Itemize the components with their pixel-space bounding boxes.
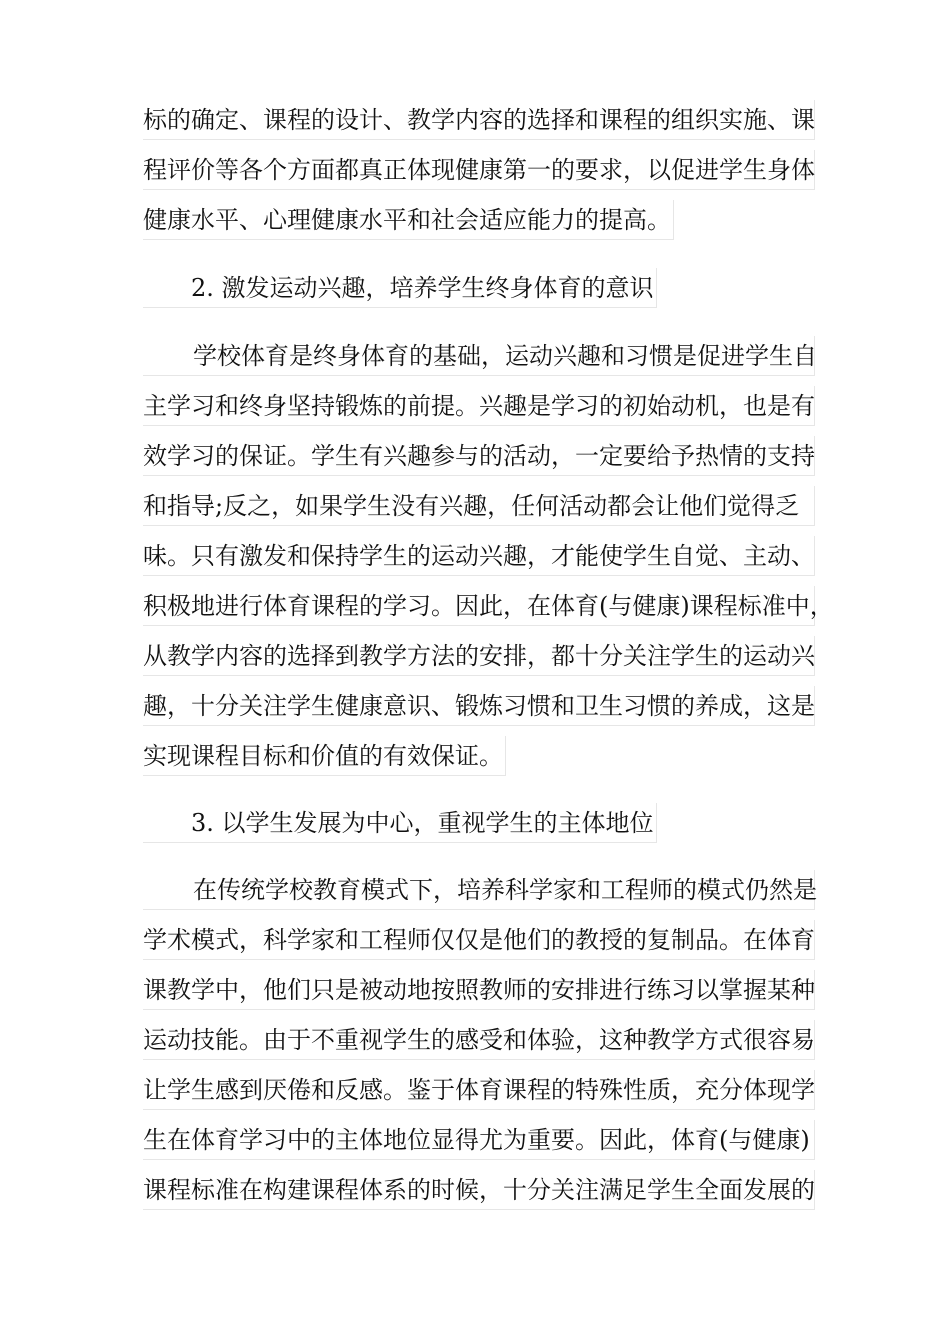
paragraph-line: 课程标准在构建课程体系的时候，十分关注满足学生全面发展的 <box>143 1170 815 1210</box>
paragraph-line: 学校体育是终身体育的基础，运动兴趣和习惯是促进学生自 <box>143 336 815 376</box>
paragraph-line: 生在体育学习中的主体地位显得尤为重要。因此，体育(与健康) <box>143 1120 815 1160</box>
paragraph-line: 程评价等各个方面都真正体现健康第一的要求，以促进学生身体 <box>143 150 815 190</box>
paragraph-line: 味。只有激发和保持学生的运动兴趣，才能使学生自觉、主动、 <box>143 536 815 576</box>
paragraph-line: 健康水平、心理健康水平和社会适应能力的提高。 <box>143 200 674 240</box>
paragraph-line: 学术模式，科学家和工程师仅仅是他们的教授的复制品。在体育 <box>143 920 815 960</box>
section-heading: 3. 以学生发展为中心，重视学生的主体地位 <box>143 803 657 843</box>
paragraph-line: 课教学中，他们只是被动地按照教师的安排进行练习以掌握某种 <box>143 970 815 1010</box>
paragraph-line: 主学习和终身坚持锻炼的前提。兴趣是学习的初始动机，也是有 <box>143 386 815 426</box>
section-heading: 2. 激发运动兴趣，培养学生终身体育的意识 <box>143 268 657 308</box>
paragraph-line: 实现课程目标和价值的有效保证。 <box>143 736 506 776</box>
paragraph-line: 和指导;反之，如果学生没有兴趣，任何活动都会让他们觉得乏 <box>143 486 815 526</box>
paragraph-line: 运动技能。由于不重视学生的感受和体验，这种教学方式很容易 <box>143 1020 815 1060</box>
paragraph-line: 从教学内容的选择到教学方法的安排，都十分关注学生的运动兴 <box>143 636 815 676</box>
paragraph-line: 积极地进行体育课程的学习。因此，在体育(与健康)课程标准中， <box>143 586 815 626</box>
paragraph-line: 标的确定、课程的设计、教学内容的选择和课程的组织实施、课 <box>143 100 815 140</box>
paragraph-line: 效学习的保证。学生有兴趣参与的活动，一定要给予热情的支持 <box>143 436 815 476</box>
paragraph-line: 让学生感到厌倦和反感。鉴于体育课程的特殊性质，充分体现学 <box>143 1070 815 1110</box>
paragraph-line: 在传统学校教育模式下，培养科学家和工程师的模式仍然是 <box>143 870 815 910</box>
paragraph-line: 趣，十分关注学生健康意识、锻炼习惯和卫生习惯的养成，这是 <box>143 686 815 726</box>
